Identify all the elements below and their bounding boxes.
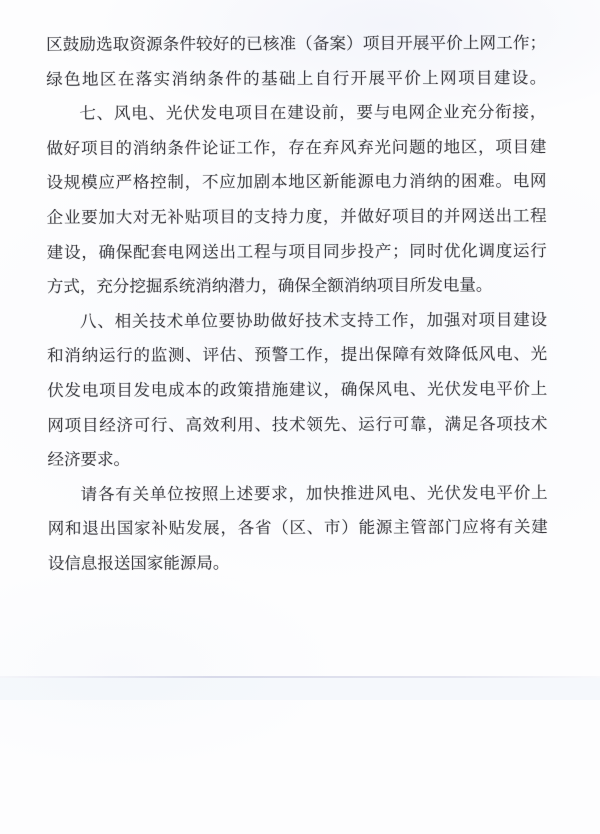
paragraph [46,26,546,97]
text-line: 请各有关单位按照上述要求，加快推进风电、光伏发电平价上 [80,482,548,504]
text-line: 八、相关技术单位要协助做好技术支持工作，加强对项目建设 [79,310,548,331]
paragraph [48,476,548,582]
text-line: 七、风电、光伏发电项目在建设前，要与电网企业充分衔接， [79,102,547,124]
text-line: 设信息报送国家能源局。 [47,553,230,573]
text-line: 绿色地区在落实消纳条件的基础上自行开展平价上网项目建设。 [46,67,547,89]
text-line: 建设，确保配套电网送出工程与项目同步投产；同时优化调度运行 [46,240,547,262]
text-line: 伏发电项目发电成本的政策措施建议，确保风电、光伏发电平价上 [47,379,548,400]
text-line: 做好项目的消纳条件论证工作，存在弃风弃光问题的地区，项目建 [46,137,547,158]
document-text [46,26,548,581]
text-line: 设规模应严格控制，不应加剧本地区新能源电力消纳的困难。电网 [46,171,547,193]
text-line: 和消纳运行的监测、评估、预警工作，提出保障有效降低风电、光 [47,344,548,366]
text-line: 企业要加大对无补贴项目的支持力度，并做好项目的并网送出工程 [46,206,547,227]
text-line: 经济要求。 [47,449,131,470]
scan-tint-band [0,678,600,700]
paragraph [46,95,547,304]
text-line: 网和退出国家补贴发展，各省（区、市）能源主管部门应将有关建 [47,517,548,539]
text-line: 方式，充分挖掘系统消纳潜力，确保全额消纳项目所发电量。 [46,275,493,297]
text-line: 网项目经济可行、高效利用、技术领先、运行可靠，满足各项技术 [47,413,548,435]
text-line: 区鼓励选取资源条件较好的已核准（备案）项目开展平价上网工作； [46,33,547,54]
paragraph [47,303,548,478]
